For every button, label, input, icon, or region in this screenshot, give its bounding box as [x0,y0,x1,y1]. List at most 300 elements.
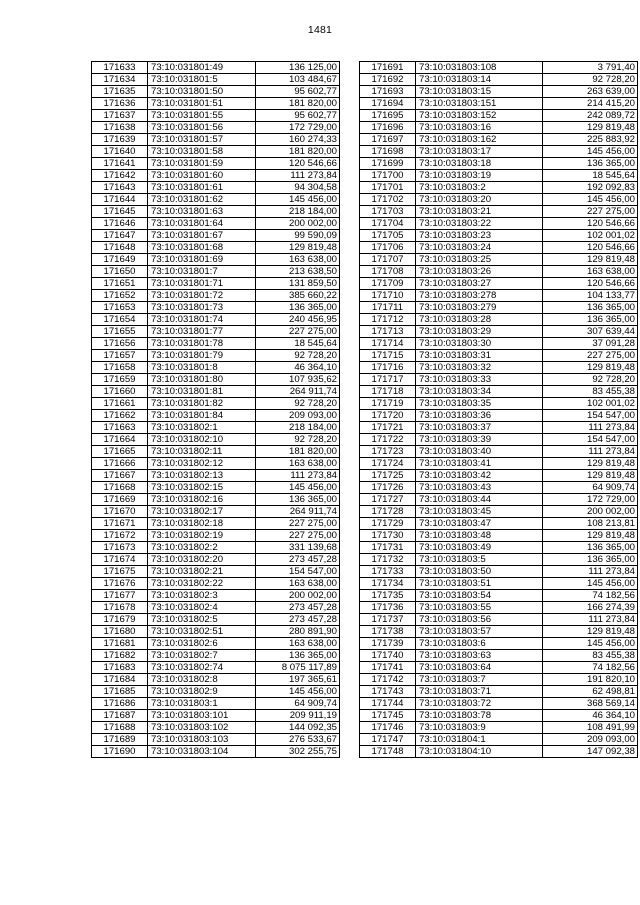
cadastral-number-cell: 73:10:031803:26 [416,266,543,278]
value-cell: 64 909,74 [256,698,340,710]
value-cell: 83 455,38 [543,650,638,662]
value-cell: 145 456,00 [543,194,638,206]
value-cell: 111 273,84 [256,470,340,482]
cadastral-number-cell: 73:10:031801:78 [148,338,256,350]
value-cell: 209 911,19 [256,710,340,722]
value-cell: 163 638,00 [543,266,638,278]
value-cell: 64 909,74 [543,482,638,494]
table-row [360,470,638,482]
cadastral-number-cell: 73:10:031802:6 [148,638,256,650]
table-row [92,710,340,722]
cadastral-number-cell: 73:10:031803:103 [148,734,256,746]
row-number-cell: 171639 [92,134,148,146]
row-number-cell: 171689 [92,734,148,746]
value-cell: 368 569,14 [543,698,638,710]
row-number-cell: 171725 [360,470,416,482]
value-cell: 136 365,00 [256,494,340,506]
table-row [360,62,638,74]
cadastral-number-cell: 73:10:031801:62 [148,194,256,206]
cadastral-number-cell: 73:10:031803:39 [416,434,543,446]
value-cell: 163 638,00 [256,578,340,590]
table-row [92,722,340,734]
cadastral-number-cell: 73:10:031801:50 [148,86,256,98]
row-number-cell: 171708 [360,266,416,278]
row-number-cell: 171748 [360,746,416,758]
value-cell: 145 456,00 [543,638,638,650]
cadastral-number-cell: 73:10:031801:69 [148,254,256,266]
cadastral-number-cell: 73:10:031803:5 [416,554,543,566]
value-cell: 103 484,67 [256,74,340,86]
value-cell: 120 546,66 [543,278,638,290]
cadastral-number-cell: 73:10:031803:57 [416,626,543,638]
cadastral-number-cell: 73:10:031803:23 [416,230,543,242]
cadastral-number-cell: 73:10:031802:2 [148,542,256,554]
value-cell: 145 456,00 [256,194,340,206]
row-number-cell: 171731 [360,542,416,554]
table-row [92,686,340,698]
value-cell: 136 125,00 [256,62,340,74]
cadastral-number-cell: 73:10:031803:162 [416,134,543,146]
row-number-cell: 171733 [360,566,416,578]
table-row [92,254,340,266]
table-row [360,98,638,110]
value-cell: 129 819,48 [543,254,638,266]
value-cell: 273 457,28 [256,614,340,626]
cadastral-number-cell: 73:10:031801:71 [148,278,256,290]
value-cell: 302 255,75 [256,746,340,758]
row-number-cell: 171716 [360,362,416,374]
table-row [360,590,638,602]
row-number-cell: 171735 [360,590,416,602]
value-cell: 225 883,92 [543,134,638,146]
cadastral-number-cell: 73:10:031801:82 [148,398,256,410]
value-cell: 111 273,84 [543,614,638,626]
cadastral-number-cell: 73:10:031803:43 [416,482,543,494]
cadastral-number-cell: 73:10:031802:21 [148,566,256,578]
table-row [92,182,340,194]
value-cell: 307 639,44 [543,326,638,338]
value-cell: 107 935,62 [256,374,340,386]
value-cell: 102 001,02 [543,398,638,410]
table-row [360,218,638,230]
value-cell: 227 275,00 [256,326,340,338]
row-number-cell: 171678 [92,602,148,614]
row-number-cell: 171717 [360,374,416,386]
row-number-cell: 171653 [92,302,148,314]
row-number-cell: 171736 [360,602,416,614]
cadastral-number-cell: 73:10:031803:278 [416,290,543,302]
cadastral-number-cell: 73:10:031803:71 [416,686,543,698]
value-cell: 102 001,02 [543,230,638,242]
table-row [92,422,340,434]
value-cell: 154 547,00 [543,410,638,422]
value-cell: 331 139,68 [256,542,340,554]
row-number-cell: 171721 [360,422,416,434]
cadastral-number-cell: 73:10:031801:73 [148,302,256,314]
cadastral-number-cell: 73:10:031803:33 [416,374,543,386]
row-number-cell: 171644 [92,194,148,206]
table-row [360,326,638,338]
table-row [92,122,340,134]
value-cell: 242 089,72 [543,110,638,122]
cadastral-number-cell: 73:10:031803:30 [416,338,543,350]
cadastral-number-cell: 73:10:031802:8 [148,674,256,686]
value-cell: 154 547,00 [256,566,340,578]
row-number-cell: 171744 [360,698,416,710]
table-row [92,662,340,674]
row-number-cell: 171729 [360,518,416,530]
table-row [360,134,638,146]
table-row [92,638,340,650]
cadastral-number-cell: 73:10:031803:37 [416,422,543,434]
cadastral-number-cell: 73:10:031803:48 [416,530,543,542]
row-number-cell: 171646 [92,218,148,230]
row-number-cell: 171682 [92,650,148,662]
value-cell: 218 184,00 [256,422,340,434]
table-row [360,566,638,578]
value-cell: 145 456,00 [543,578,638,590]
table-row [92,314,340,326]
cadastral-number-cell: 73:10:031803:108 [416,62,543,74]
table-row [360,350,638,362]
value-cell: 120 546,66 [543,242,638,254]
cadastral-number-cell: 73:10:031802:17 [148,506,256,518]
value-cell: 145 456,00 [256,482,340,494]
value-cell: 62 498,81 [543,686,638,698]
row-number-cell: 171665 [92,446,148,458]
table-row [360,662,638,674]
cadastral-number-cell: 73:10:031801:74 [148,314,256,326]
row-number-cell: 171640 [92,146,148,158]
value-cell: 227 275,00 [256,518,340,530]
cadastral-number-cell: 73:10:031804:10 [416,746,543,758]
row-number-cell: 171649 [92,254,148,266]
row-number-cell: 171719 [360,398,416,410]
row-number-cell: 171681 [92,638,148,650]
cadastral-number-cell: 73:10:031803:31 [416,350,543,362]
table-row [92,458,340,470]
value-cell: 92 728,20 [256,434,340,446]
row-number-cell: 171660 [92,386,148,398]
cadastral-number-cell: 73:10:031803:40 [416,446,543,458]
value-cell: 46 364,10 [543,710,638,722]
table-row [92,158,340,170]
cadastral-number-cell: 73:10:031802:5 [148,614,256,626]
table-row [92,194,340,206]
row-number-cell: 171647 [92,230,148,242]
table-row [92,146,340,158]
value-cell: 145 456,00 [256,686,340,698]
value-cell: 163 638,00 [256,254,340,266]
cadastral-number-cell: 73:10:031803:18 [416,158,543,170]
row-number-cell: 171676 [92,578,148,590]
row-number-cell: 171704 [360,218,416,230]
cadastral-number-cell: 73:10:031802:7 [148,650,256,662]
row-number-cell: 171715 [360,350,416,362]
row-number-cell: 171641 [92,158,148,170]
row-number-cell: 171727 [360,494,416,506]
value-cell: 273 457,28 [256,554,340,566]
value-cell: 129 819,48 [256,242,340,254]
row-number-cell: 171700 [360,170,416,182]
table-row [92,434,340,446]
value-cell: 37 091,28 [543,338,638,350]
value-cell: 200 002,00 [256,590,340,602]
cadastral-number-cell: 73:10:031803:78 [416,710,543,722]
cadastral-number-cell: 73:10:031803:102 [148,722,256,734]
row-number-cell: 171675 [92,566,148,578]
table-row [360,746,638,758]
value-cell: 136 365,00 [543,314,638,326]
row-number-cell: 171720 [360,410,416,422]
row-number-cell: 171707 [360,254,416,266]
cadastral-number-cell: 73:10:031801:56 [148,122,256,134]
cadastral-number-cell: 73:10:031801:64 [148,218,256,230]
cadastral-number-cell: 73:10:031802:16 [148,494,256,506]
table-row [360,698,638,710]
value-cell: 18 545,64 [543,170,638,182]
table-row [92,74,340,86]
value-cell: 218 184,00 [256,206,340,218]
row-number-cell: 171718 [360,386,416,398]
value-cell: 129 819,48 [543,530,638,542]
table-row [360,686,638,698]
row-number-cell: 171696 [360,122,416,134]
value-cell: 74 182,56 [543,662,638,674]
row-number-cell: 171746 [360,722,416,734]
row-number-cell: 171683 [92,662,148,674]
table-row [360,182,638,194]
value-cell: 385 660,22 [256,290,340,302]
value-cell: 192 092,83 [543,182,638,194]
cadastral-number-cell: 73:10:031803:34 [416,386,543,398]
value-cell: 111 273,84 [543,422,638,434]
table-row [360,254,638,266]
table-row [360,146,638,158]
value-cell: 92 728,20 [256,398,340,410]
row-number-cell: 171740 [360,650,416,662]
value-cell: 280 891,90 [256,626,340,638]
cadastral-number-cell: 73:10:031801:7 [148,266,256,278]
cadastral-number-cell: 73:10:031803:152 [416,110,543,122]
table-row [92,362,340,374]
value-cell: 129 819,48 [543,626,638,638]
cadastral-number-cell: 73:10:031803:17 [416,146,543,158]
value-cell: 136 365,00 [256,302,340,314]
value-cell: 263 639,00 [543,86,638,98]
table-row [360,278,638,290]
value-cell: 111 273,84 [543,566,638,578]
row-number-cell: 171652 [92,290,148,302]
value-cell: 129 819,48 [543,122,638,134]
cadastral-number-cell: 73:10:031802:13 [148,470,256,482]
table-row [92,506,340,518]
value-cell: 160 274,33 [256,134,340,146]
row-number-cell: 171723 [360,446,416,458]
cadastral-number-cell: 73:10:031801:67 [148,230,256,242]
table-row [92,86,340,98]
row-number-cell: 171730 [360,530,416,542]
value-cell: 8 075 117,89 [256,662,340,674]
cadastral-number-cell: 73:10:031802:1 [148,422,256,434]
row-number-cell: 171658 [92,362,148,374]
row-number-cell: 171693 [360,86,416,98]
cadastral-number-cell: 73:10:031803:32 [416,362,543,374]
row-number-cell: 171738 [360,626,416,638]
value-cell: 154 547,00 [543,434,638,446]
table-row [92,674,340,686]
row-number-cell: 171645 [92,206,148,218]
table-row [360,158,638,170]
table-row [92,470,340,482]
row-number-cell: 171651 [92,278,148,290]
cadastral-number-cell: 73:10:031803:6 [416,638,543,650]
table-row [360,650,638,662]
value-cell: 209 093,00 [543,734,638,746]
row-number-cell: 171662 [92,410,148,422]
value-cell: 181 820,00 [256,446,340,458]
row-number-cell: 171690 [92,746,148,758]
cadastral-number-cell: 73:10:031802:11 [148,446,256,458]
table-row [360,710,638,722]
value-cell: 104 133,77 [543,290,638,302]
value-cell: 144 092,35 [256,722,340,734]
cadastral-number-cell: 73:10:031802:12 [148,458,256,470]
table-row [360,122,638,134]
value-cell: 264 911,74 [256,506,340,518]
value-cell: 213 638,50 [256,266,340,278]
table-row [360,206,638,218]
row-number-cell: 171692 [360,74,416,86]
cadastral-number-cell: 73:10:031801:80 [148,374,256,386]
table-row [92,338,340,350]
row-number-cell: 171663 [92,422,148,434]
row-number-cell: 171668 [92,482,148,494]
row-number-cell: 171648 [92,242,148,254]
value-cell: 99 590,09 [256,230,340,242]
table-row [92,734,340,746]
table-row [360,266,638,278]
row-number-cell: 171650 [92,266,148,278]
cadastral-number-cell: 73:10:031803:42 [416,470,543,482]
value-cell: 273 457,28 [256,602,340,614]
value-cell: 129 819,48 [543,362,638,374]
value-cell: 163 638,00 [256,458,340,470]
row-number-cell: 171710 [360,290,416,302]
table-row [360,434,638,446]
value-cell: 172 729,00 [543,494,638,506]
cadastral-number-cell: 73:10:031803:28 [416,314,543,326]
table-row [360,494,638,506]
cadastral-number-cell: 73:10:031803:51 [416,578,543,590]
table-row [92,386,340,398]
cadastral-number-cell: 73:10:031803:36 [416,410,543,422]
table-row [92,542,340,554]
value-cell: 92 728,20 [543,374,638,386]
row-number-cell: 171726 [360,482,416,494]
value-cell: 147 092,38 [543,746,638,758]
value-cell: 136 365,00 [543,554,638,566]
row-number-cell: 171712 [360,314,416,326]
cadastral-number-cell: 73:10:031803:16 [416,122,543,134]
row-number-cell: 171673 [92,542,148,554]
row-number-cell: 171722 [360,434,416,446]
row-number-cell: 171654 [92,314,148,326]
table-row [360,446,638,458]
table-row [360,530,638,542]
value-cell: 111 273,84 [256,170,340,182]
table-row [360,554,638,566]
value-cell: 129 819,48 [543,458,638,470]
cadastral-number-cell: 73:10:031803:9 [416,722,543,734]
cadastral-number-cell: 73:10:031803:41 [416,458,543,470]
row-number-cell: 171642 [92,170,148,182]
cadastral-number-cell: 73:10:031803:49 [416,542,543,554]
row-number-cell: 171706 [360,242,416,254]
table-row [360,230,638,242]
row-number-cell: 171670 [92,506,148,518]
row-number-cell: 171669 [92,494,148,506]
row-number-cell: 171703 [360,206,416,218]
table-row [360,242,638,254]
row-number-cell: 171687 [92,710,148,722]
cadastral-number-cell: 73:10:031803:54 [416,590,543,602]
value-cell: 18 545,64 [256,338,340,350]
value-cell: 181 820,00 [256,98,340,110]
row-number-cell: 171667 [92,470,148,482]
table-row [360,506,638,518]
table-row [360,578,638,590]
value-cell: 74 182,56 [543,590,638,602]
cadastral-number-cell: 73:10:031803:21 [416,206,543,218]
value-cell: 227 275,00 [543,350,638,362]
table-row [92,326,340,338]
row-number-cell: 171745 [360,710,416,722]
row-number-cell: 171655 [92,326,148,338]
table-row [360,626,638,638]
row-number-cell: 171701 [360,182,416,194]
table-row [92,446,340,458]
cadastral-number-cell: 73:10:031802:15 [148,482,256,494]
value-cell: 95 602,77 [256,86,340,98]
row-number-cell: 171699 [360,158,416,170]
table-row [92,590,340,602]
cadastral-number-cell: 73:10:031801:72 [148,290,256,302]
table-row [360,374,638,386]
value-cell: 136 365,00 [543,542,638,554]
table-row [92,566,340,578]
cadastral-number-cell: 73:10:031803:151 [416,98,543,110]
row-number-cell: 171638 [92,122,148,134]
row-number-cell: 171741 [360,662,416,674]
row-number-cell: 171732 [360,554,416,566]
value-cell: 94 304,58 [256,182,340,194]
value-cell: 92 728,20 [256,350,340,362]
row-number-cell: 171686 [92,698,148,710]
row-number-cell: 171737 [360,614,416,626]
table-row [92,218,340,230]
value-cell: 136 365,00 [543,302,638,314]
cadastral-number-cell: 73:10:031801:57 [148,134,256,146]
row-number-cell: 171713 [360,326,416,338]
row-number-cell: 171671 [92,518,148,530]
value-cell: 3 791,40 [543,62,638,74]
value-cell: 227 275,00 [543,206,638,218]
cadastral-number-cell: 73:10:031803:22 [416,218,543,230]
cadastral-number-cell: 73:10:031801:49 [148,62,256,74]
table-row [360,74,638,86]
table-row [360,398,638,410]
